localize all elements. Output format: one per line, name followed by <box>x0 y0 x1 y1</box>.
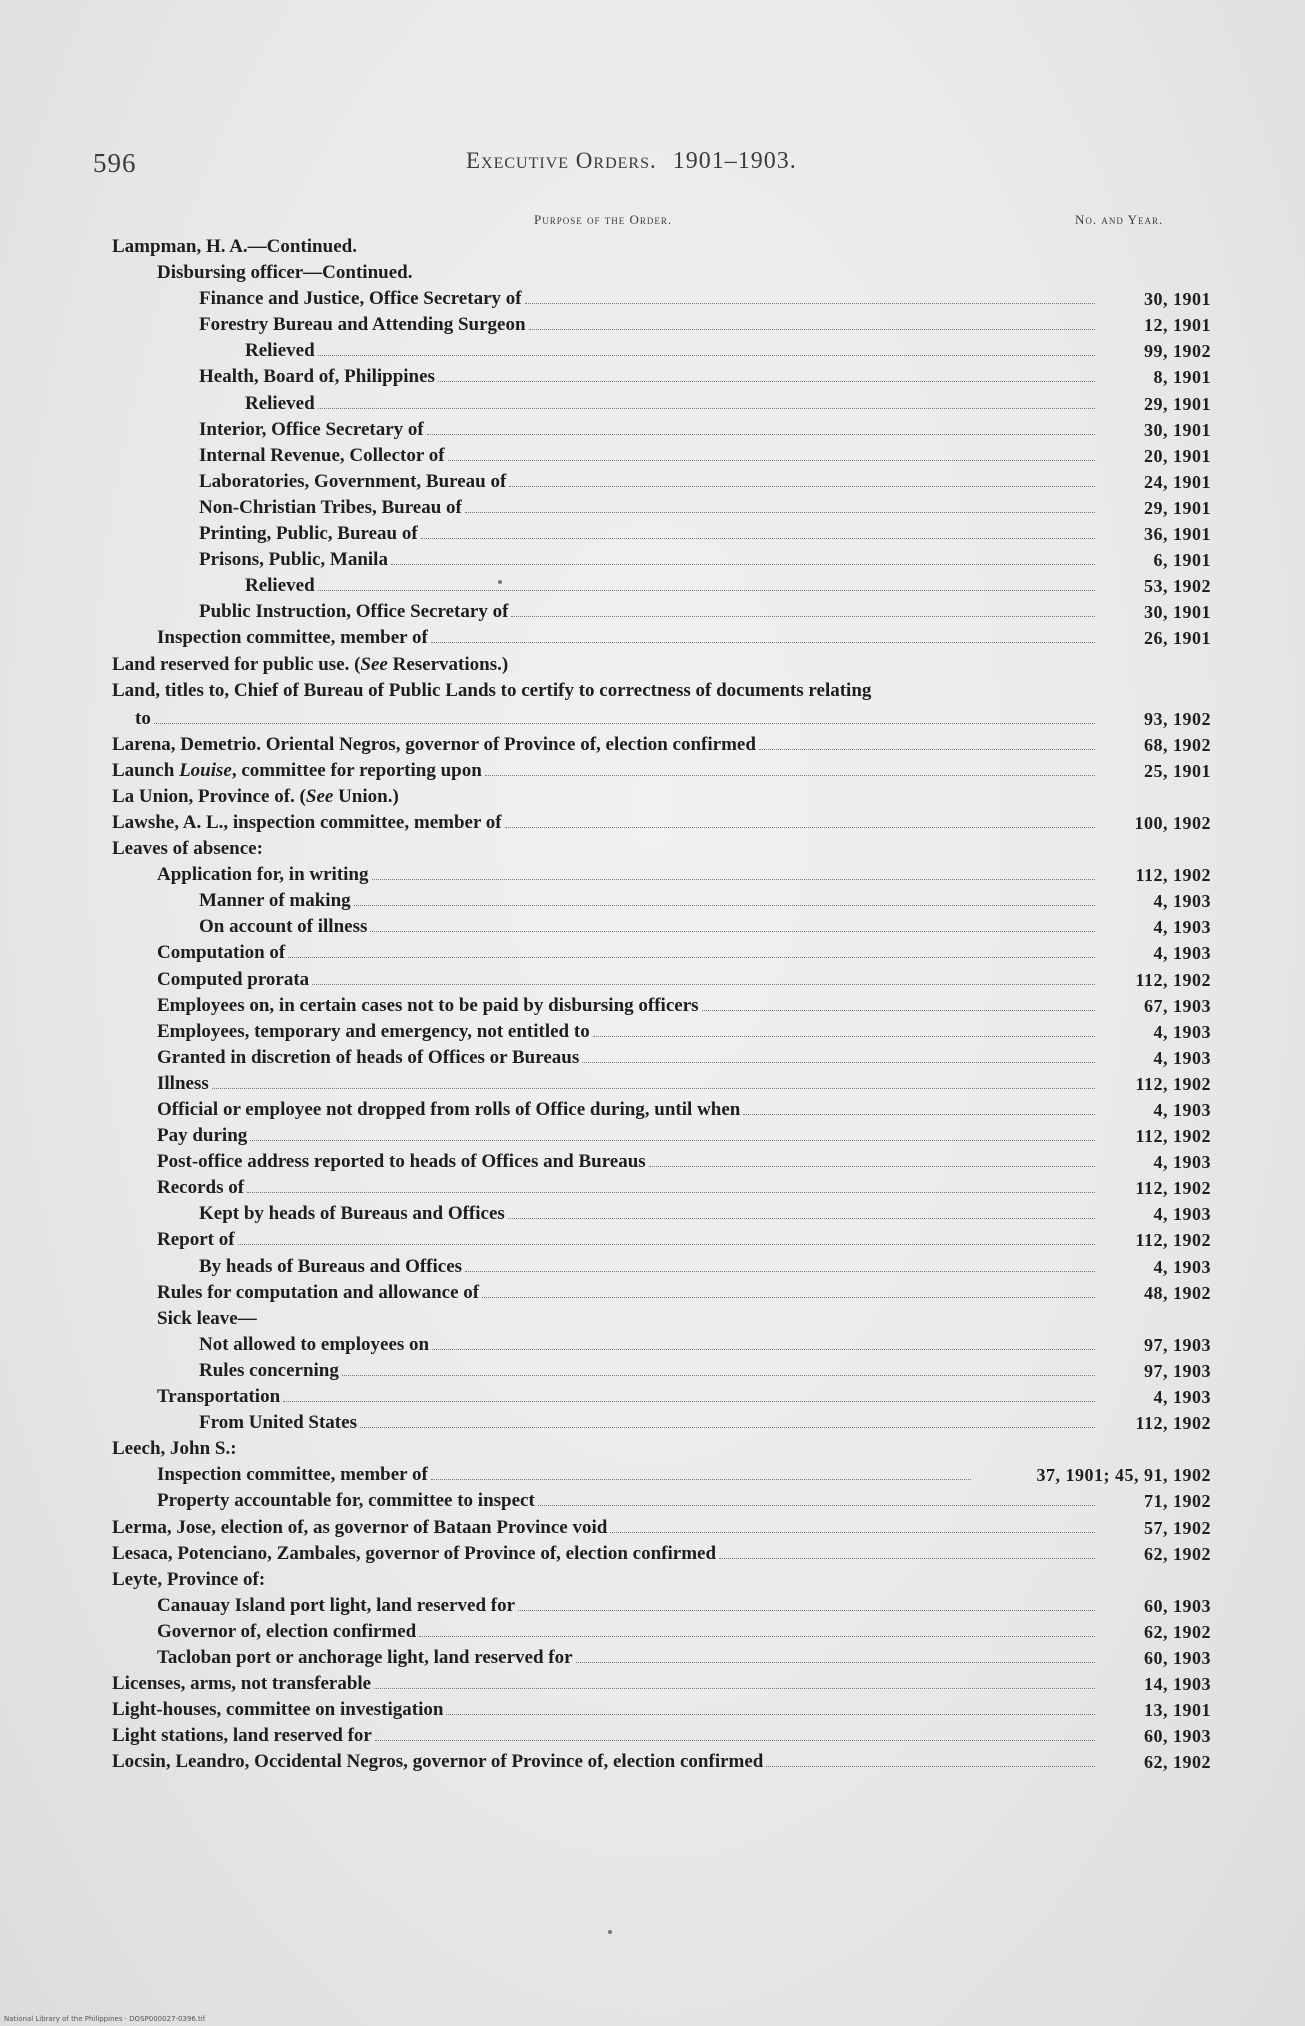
order-number-year: 37, 1901; 45, 91, 1902 <box>1036 1465 1211 1486</box>
index-entry-text: Kept by heads of Bureaus and Offices <box>199 1203 505 1225</box>
order-number-year: 4, 1903 <box>1153 917 1211 938</box>
index-entry-text: Launch Louise, committee for reporting upon <box>112 759 482 781</box>
order-number-year: 67, 1903 <box>1144 995 1211 1016</box>
index-entry <box>0 993 1305 1019</box>
index-entry-text: Pay during <box>157 1125 248 1147</box>
dot-leader <box>421 538 1095 539</box>
index-entry <box>0 784 1305 810</box>
dot-leader <box>759 749 1095 750</box>
index-entry <box>0 1541 1305 1567</box>
index-entry-text: Governor of, election confirmed <box>157 1620 417 1642</box>
order-number-year: 53, 1902 <box>1144 576 1211 597</box>
dot-leader <box>372 879 1096 880</box>
scan-speck <box>498 580 502 584</box>
running-title-text: Executive Orders. <box>466 148 657 173</box>
order-number-year: 8, 1901 <box>1153 367 1211 388</box>
index-entry-text: By heads of Bureaus and Offices <box>199 1255 463 1277</box>
order-number-year: 4, 1903 <box>1153 891 1211 912</box>
order-number-year: 112, 1902 <box>1135 865 1211 886</box>
index-entry <box>0 1384 1305 1410</box>
dot-leader <box>318 408 1095 409</box>
dot-leader <box>431 642 1095 643</box>
index-entry <box>0 862 1305 888</box>
index-entry-text: Land reserved for public use. (See Reservations.) <box>112 653 509 675</box>
index-entry-text: From United States <box>199 1412 357 1434</box>
order-number-year: 14, 1903 <box>1144 1674 1211 1695</box>
order-number-year: 4, 1903 <box>1153 1256 1211 1277</box>
order-number-year: 60, 1903 <box>1144 1647 1211 1668</box>
index-entry <box>0 234 1305 260</box>
index-entry <box>0 1227 1305 1253</box>
index-entry-text: Official or employee not dropped from rolls of Office during, until when <box>157 1099 741 1120</box>
order-number-year: 100, 1902 <box>1134 812 1211 833</box>
index-entry-text: Sick leave— <box>157 1307 257 1329</box>
purpose-column-heading: Purpose of the Order. <box>534 212 673 227</box>
index-entry <box>0 940 1305 966</box>
index-entry-text: Employees on, in certain cases not to be paid by disbursing officers <box>157 994 699 1016</box>
index-entry-text: Light-houses, committee on investigation <box>112 1699 444 1721</box>
index-entry <box>0 1567 1305 1593</box>
index-entry-text: Inspection committee, member of <box>157 1464 428 1486</box>
dot-leader <box>446 1714 1095 1715</box>
order-number-year: 6, 1901 <box>1153 550 1211 571</box>
index-entry <box>0 706 1305 732</box>
index-entry <box>0 1358 1305 1384</box>
index-entry-text: Forestry Bureau and Attending Surgeon <box>199 314 526 336</box>
dot-leader <box>518 1610 1095 1611</box>
dot-leader <box>509 486 1095 487</box>
index-entry-text: Disbursing officer—Continued. <box>157 262 413 284</box>
dot-leader <box>312 984 1095 985</box>
index-entry <box>0 495 1305 521</box>
dot-leader <box>391 564 1095 565</box>
index-entry <box>0 1280 1305 1306</box>
index-entry <box>0 652 1305 678</box>
order-number-year: 97, 1903 <box>1144 1334 1211 1355</box>
order-number-year: 60, 1903 <box>1144 1595 1211 1616</box>
index-entry <box>0 1332 1305 1358</box>
dot-leader <box>508 1218 1095 1219</box>
index-entry-text: Lawshe, A. L., inspection committee, member of <box>112 811 502 833</box>
index-entry <box>0 1201 1305 1227</box>
dot-leader <box>485 775 1095 776</box>
index-entry <box>0 1488 1305 1514</box>
dot-leader <box>743 1114 1095 1115</box>
order-number-year: 62, 1902 <box>1144 1543 1211 1564</box>
column-headings <box>0 212 1305 232</box>
dot-leader <box>538 1505 1095 1506</box>
index-entry <box>0 443 1305 469</box>
order-number-year: 30, 1901 <box>1144 602 1211 623</box>
index-entry-text: Laboratories, Government, Bureau of <box>199 470 507 492</box>
dot-leader <box>649 1166 1095 1167</box>
index-entry <box>0 1019 1305 1045</box>
index-entry-text: Lesaca, Potenciano, Zambales, governor of Province of, election confirmed <box>112 1542 717 1564</box>
index-entry-text: Health, Board of, Philippines <box>199 366 435 388</box>
dot-leader <box>465 1271 1095 1272</box>
order-number-year: 30, 1901 <box>1144 289 1211 310</box>
order-number-year: 48, 1902 <box>1144 1282 1211 1303</box>
dot-leader <box>154 723 1095 724</box>
order-number-year: 36, 1901 <box>1144 524 1211 545</box>
index-entry <box>0 1749 1305 1775</box>
order-number-year: 99, 1902 <box>1144 341 1211 362</box>
order-number-year: 4, 1903 <box>1153 1100 1211 1120</box>
index-entry <box>0 1619 1305 1645</box>
dot-leader <box>448 460 1095 461</box>
index-entry-text: Land, titles to, Chief of Bureau of Public Lands to certify to correctness of documents relating <box>112 679 872 701</box>
order-number-year: 25, 1901 <box>1144 760 1211 781</box>
index-entry-text: Leyte, Province of: <box>112 1568 266 1590</box>
order-number-year: 24, 1901 <box>1144 471 1211 492</box>
scan-credit: National Library of the Philippines · DOSP000027-0396.tif <box>4 2015 206 2023</box>
order-number-year: 29, 1901 <box>1144 497 1211 518</box>
index-entry-text: Non-Christian Tribes, Bureau of <box>199 496 462 518</box>
index-entry <box>0 967 1305 993</box>
order-number-year: 13, 1901 <box>1144 1700 1211 1721</box>
index-entry-text: Relieved <box>245 575 315 597</box>
dot-leader <box>212 1088 1095 1089</box>
index-entry-text: Licenses, arms, not transferable <box>112 1673 372 1695</box>
dot-leader <box>370 931 1095 932</box>
index-entry-text: Lampman, H. A.—Continued. <box>112 236 357 257</box>
index-entry-text: Relieved <box>245 392 315 414</box>
order-number-year: 4, 1903 <box>1153 1204 1211 1225</box>
order-number-year: 112, 1902 <box>1135 1073 1211 1094</box>
index-entry-text: Locsin, Leandro, Occidental Negros, governor of Province of, election confirmed <box>112 1751 764 1773</box>
index-entry <box>0 1254 1305 1280</box>
order-number-year: 57, 1902 <box>1144 1517 1211 1538</box>
index-entry <box>0 1306 1305 1332</box>
index-entry-text: Prisons, Public, Manila <box>199 549 388 571</box>
index-entry <box>0 1593 1305 1619</box>
index-entry-text: Rules concerning <box>199 1359 339 1381</box>
index-entry <box>0 1671 1305 1697</box>
index-entry-text: Employees, temporary and emergency, not entitled to <box>157 1020 590 1042</box>
index-entry-text: Relieved <box>245 340 315 362</box>
index-entry-text: Rules for computation and allowance of <box>157 1281 480 1303</box>
order-number-year: 93, 1902 <box>1144 708 1211 729</box>
index-entry <box>0 469 1305 495</box>
dot-leader <box>419 1636 1095 1637</box>
dot-leader <box>511 616 1095 617</box>
index-entry <box>0 1123 1305 1149</box>
index-entry-text: to <box>135 707 151 729</box>
index-entry <box>0 810 1305 836</box>
index-entry <box>0 1097 1305 1123</box>
index-entry-text: Application for, in writing <box>157 864 369 886</box>
index-entry <box>0 1045 1305 1071</box>
dot-leader <box>438 381 1095 382</box>
index-entry <box>0 1175 1305 1201</box>
index-entry <box>0 573 1305 599</box>
index-entry <box>0 338 1305 364</box>
index-entry <box>0 312 1305 338</box>
index-entry <box>0 914 1305 940</box>
order-number-year: 20, 1901 <box>1144 445 1211 466</box>
index-entry <box>0 1071 1305 1097</box>
index-entry-text: Internal Revenue, Collector of <box>199 444 445 466</box>
running-title <box>466 148 797 175</box>
dot-leader <box>342 1375 1095 1376</box>
index-entry <box>0 888 1305 914</box>
dot-leader <box>375 1740 1095 1741</box>
dot-leader <box>318 590 1095 591</box>
index-entry <box>0 758 1305 784</box>
dot-leader <box>238 1244 1095 1245</box>
dot-leader <box>610 1532 1095 1533</box>
index-entry-text: Transportation <box>157 1386 281 1408</box>
order-number-year: 26, 1901 <box>1144 628 1211 649</box>
index-entry-text: La Union, Province of. (See Union.) <box>112 785 399 807</box>
index-entry <box>0 1645 1305 1671</box>
index-entry-text: Illness <box>157 1072 209 1094</box>
index-entry <box>0 732 1305 758</box>
order-number-year: 112, 1902 <box>1135 1230 1211 1251</box>
order-number-year: 30, 1901 <box>1144 419 1211 440</box>
index-entry-text: Printing, Public, Bureau of <box>199 523 418 545</box>
index-entry-text: Property accountable for, committee to inspect <box>157 1490 535 1512</box>
index-entries-list <box>0 234 1305 1775</box>
order-number-year: 112, 1902 <box>1135 1178 1211 1199</box>
index-entry-text: Inspection committee, member of <box>157 627 428 649</box>
index-entry-text: Larena, Demetrio. Oriental Negros, governor of Province of, election confirmed <box>112 733 756 755</box>
index-entry <box>0 547 1305 573</box>
index-entry-text: Leaves of absence: <box>112 838 263 860</box>
index-entry-text: Tacloban port or anchorage light, land reserved for <box>157 1646 573 1668</box>
order-number-year: 4, 1903 <box>1153 1387 1211 1408</box>
dot-leader <box>766 1766 1095 1767</box>
order-number-year: 60, 1903 <box>1144 1726 1211 1747</box>
dot-leader <box>374 1688 1095 1689</box>
index-entry-text: Granted in discretion of heads of Offices or Bureaus <box>157 1046 580 1068</box>
dot-leader <box>482 1297 1095 1298</box>
page-number: 596 <box>93 148 137 178</box>
index-entry <box>0 836 1305 862</box>
order-number-year: 4, 1903 <box>1153 1021 1211 1042</box>
order-number-year: 29, 1901 <box>1144 393 1211 414</box>
index-entry-text: Canauay Island port light, land reserved for <box>157 1594 516 1616</box>
index-entry <box>0 521 1305 547</box>
order-number-year: 4, 1903 <box>1153 943 1211 964</box>
order-number-year: 4, 1903 <box>1153 1152 1211 1173</box>
page-header <box>0 148 1305 188</box>
order-number-year: 68, 1902 <box>1144 734 1211 755</box>
dot-leader <box>525 303 1095 304</box>
no-year-column-heading: No. and Year. <box>1075 212 1164 227</box>
index-entry-text: Public Instruction, Office Secretary of <box>199 601 509 623</box>
index-entry <box>0 260 1305 286</box>
dot-leader <box>250 1140 1095 1141</box>
dot-leader <box>529 329 1095 330</box>
dot-leader <box>702 1010 1095 1011</box>
index-entry <box>0 1436 1305 1462</box>
dot-leader <box>318 355 1095 356</box>
dot-leader <box>576 1662 1095 1663</box>
index-entry <box>0 1723 1305 1749</box>
dot-leader <box>719 1558 1095 1559</box>
index-entry <box>0 1410 1305 1436</box>
order-number-year: 97, 1903 <box>1144 1360 1211 1381</box>
order-number-year: 62, 1902 <box>1144 1752 1211 1773</box>
index-entry-text: Post-office address reported to heads of Offices and Bureaus <box>157 1151 646 1173</box>
dot-leader <box>582 1062 1095 1063</box>
scan-speck <box>608 1930 612 1934</box>
dot-leader <box>360 1427 1095 1428</box>
index-entry-text: Manner of making <box>199 890 351 912</box>
index-entry-text: Lerma, Jose, election of, as governor of Bataan Province void <box>112 1516 608 1538</box>
index-entry-text: Records of <box>157 1177 245 1199</box>
order-number-year: 71, 1902 <box>1144 1491 1211 1512</box>
index-entry <box>0 286 1305 312</box>
index-entry <box>0 1462 1305 1488</box>
index-entry <box>0 1697 1305 1723</box>
order-number-year: 112, 1902 <box>1135 1126 1211 1147</box>
dot-leader <box>593 1036 1095 1037</box>
dot-leader <box>465 512 1095 513</box>
dot-leader <box>505 827 1095 828</box>
index-entry-text: Not allowed to employees on <box>199 1333 430 1355</box>
index-entry-text: Interior, Office Secretary of <box>199 418 424 440</box>
order-number-year: 12, 1901 <box>1144 315 1211 336</box>
dot-leader <box>431 1479 971 1480</box>
order-number-year: 62, 1902 <box>1144 1621 1211 1642</box>
index-entry-text: Light stations, land reserved for <box>112 1725 372 1747</box>
index-entry <box>0 391 1305 417</box>
order-number-year: 112, 1902 <box>1135 1413 1211 1434</box>
dot-leader <box>427 434 1095 435</box>
dot-leader <box>247 1192 1095 1193</box>
dot-leader <box>283 1401 1095 1402</box>
dot-leader <box>354 905 1095 906</box>
index-entry <box>0 364 1305 390</box>
dot-leader <box>432 1349 1095 1350</box>
index-entry <box>0 599 1305 625</box>
index-entry <box>0 1515 1305 1541</box>
index-entry-text: Finance and Justice, Office Secretary of <box>199 288 522 310</box>
dot-leader <box>288 957 1095 958</box>
index-entry-text: Computed prorata <box>157 968 310 990</box>
index-entry <box>0 1149 1305 1175</box>
index-entry <box>0 678 1305 706</box>
index-entry-text: On account of illness <box>199 916 368 938</box>
index-entry-text: Report of <box>157 1229 235 1251</box>
index-entry <box>0 625 1305 651</box>
order-number-year: 112, 1902 <box>1135 969 1211 990</box>
index-entry <box>0 417 1305 443</box>
running-title-years: 1901–1903. <box>672 148 797 174</box>
index-entry-text: Leech, John S.: <box>112 1438 237 1460</box>
index-entry-text: Computation of <box>157 942 286 964</box>
order-number-year: 4, 1903 <box>1153 1047 1211 1068</box>
